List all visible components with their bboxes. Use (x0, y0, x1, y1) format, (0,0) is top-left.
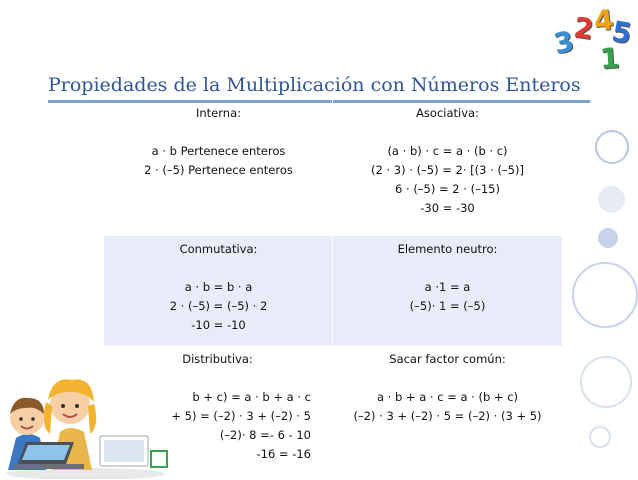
distributiva-line: b + c) = a · b + a · c (192, 390, 311, 404)
cell-asociativa (333, 100, 562, 236)
table-row (104, 100, 562, 236)
decorative-circle (598, 228, 618, 248)
decorative-circle (595, 130, 629, 164)
factor-line: a · b + a · c = a · (b + c) (376, 390, 519, 404)
heading-factor: Sacar factor común: (389, 352, 506, 366)
decorative-circle (598, 186, 625, 213)
factor-line: (–2) · 3 + (–2) · 5 = (–2) · (3 + 5) (353, 409, 542, 423)
title-underline (48, 100, 590, 103)
asociativa-line: (2 · 3) · (–5) = 2· [(3 · (–5)] (371, 163, 524, 177)
heading-neutro: Elemento neutro: (397, 242, 498, 256)
interna-line: 2 · (–5) Pertenece enteros (144, 163, 293, 177)
conmutativa-line: a · b = b · a (184, 280, 253, 294)
cell-factor (333, 346, 562, 480)
interna-line: a · b Pertenece enteros (151, 144, 286, 158)
children-with-laptop-icon (0, 346, 172, 479)
neutro-line: a ·1 = a (424, 280, 471, 294)
decorative-circle (589, 426, 611, 448)
column-divider (332, 100, 333, 480)
cell-conmutativa (104, 236, 333, 346)
asociativa-line: (a · b) · c = a · (b · c) (387, 144, 508, 158)
conmutativa-line: -10 = -10 (191, 318, 246, 332)
asociativa-line: -30 = -30 (420, 201, 475, 215)
decorative-circle (580, 356, 632, 408)
properties-table (104, 100, 562, 480)
heading-interna: Interna: (195, 106, 241, 120)
table-row (104, 236, 562, 346)
page-title: Propiedades de la Multiplicación con Números Enteros (48, 74, 581, 96)
conmutativa-line: 2 · (–5) = (–5) · 2 (169, 299, 268, 313)
distributiva-line: (–2)· 8 =- 6 - 10 (219, 428, 311, 442)
asociativa-line: 6 · (–5) = 2 · (–15) (395, 182, 500, 196)
decorative-circle (572, 262, 638, 328)
heading-conmutativa: Conmutativa: (179, 242, 258, 256)
distributiva-line: -16 = -16 (256, 447, 311, 461)
heading-asociativa: Asociativa: (416, 106, 479, 120)
neutro-line: (–5)· 1 = (–5) (409, 299, 486, 313)
heading-distributiva: Distributiva: (182, 352, 253, 366)
table-row (104, 346, 562, 480)
cell-interna (104, 100, 333, 236)
distributiva-line: + 5) = (–2) · 3 + (–2) · 5 (171, 409, 311, 423)
digits-3-2-4-5-1-icon: 3 2 4 5 1 (550, 3, 635, 76)
cell-neutro (333, 236, 562, 346)
